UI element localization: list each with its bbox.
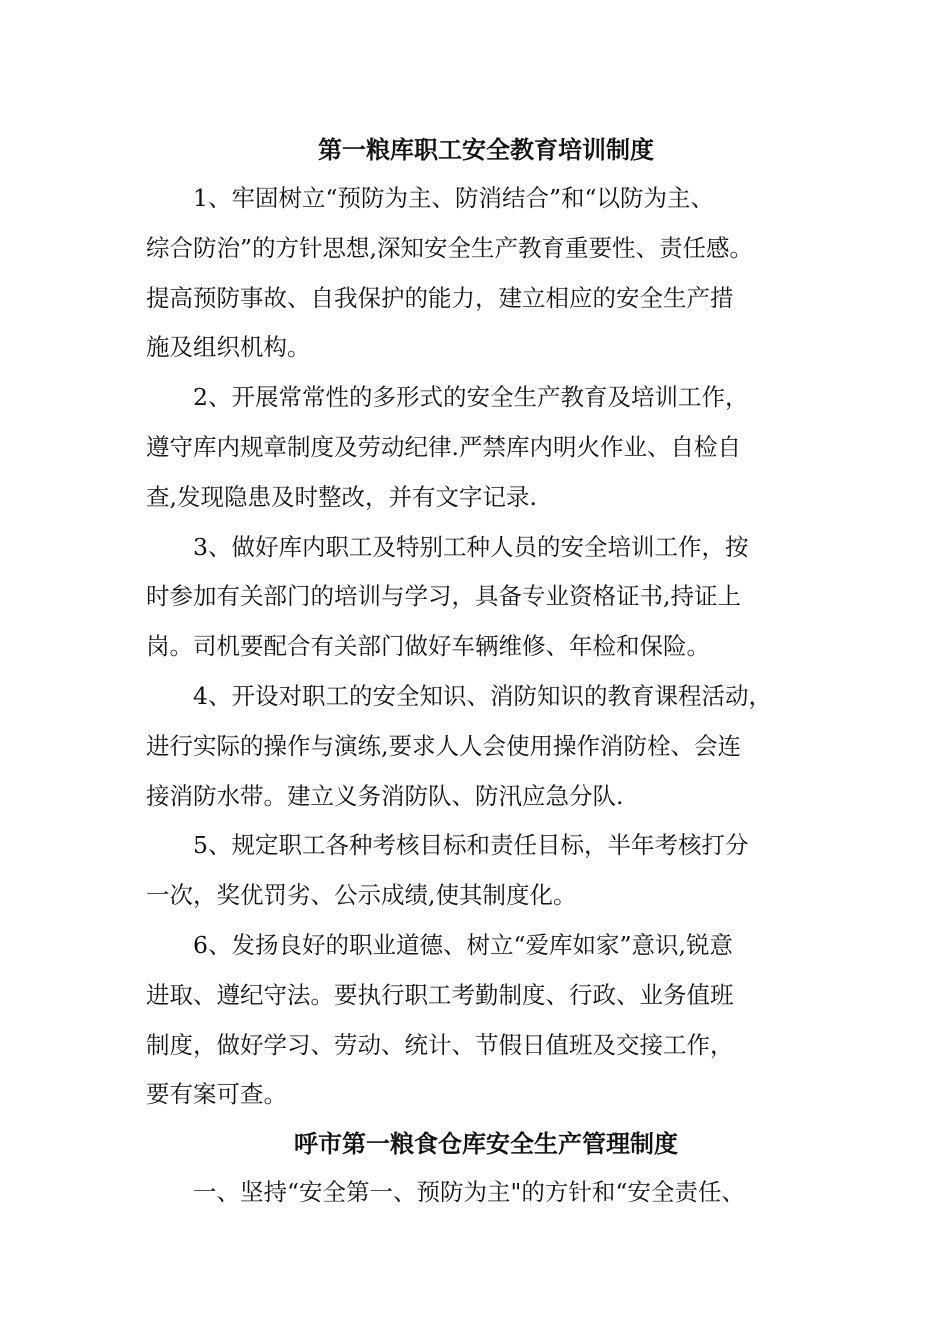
text-line: 1、牢固树立“预防为主、防消结合”和“以防为主、 xyxy=(193,184,714,212)
text-line: 施及组织机构。 xyxy=(146,333,311,362)
text-line: 4、开设对职工的安全知识、消防知识的教育课程活动， xyxy=(193,681,772,710)
document-title: 第一粮库职工安全教育培训制度 xyxy=(318,135,654,164)
text-line: 综合防治”的方针思想,深知安全生产教育重要性、责任感。 xyxy=(146,233,753,262)
document-page xyxy=(146,126,826,1218)
paragraph-7 xyxy=(146,1168,826,1218)
text-line: 3、做好库内职工及特别工种人员的安全培训工作，按 xyxy=(193,532,749,561)
text-line: 岗。司机要配合有关部门做好车辆维修、年检和保险。 xyxy=(146,632,710,661)
text-line: 2、开展常常性的多形式的安全生产教育及培训工作， xyxy=(193,383,749,412)
paragraph-2 xyxy=(146,373,826,522)
text-line: 提高预防事故、自我保护的能力，建立相应的安全生产措 xyxy=(146,283,734,312)
text-line: 进行实际的操作与演练,要求人人会使用操作消防栓、会连 xyxy=(146,731,741,760)
text-line: 6、发扬良好的职业道德、树立“爱库如家”意识,锐意 xyxy=(193,930,733,959)
paragraph-5 xyxy=(146,821,826,921)
text-line: 接消防水带。建立义务消防队、防汛应急分队. xyxy=(146,781,624,810)
paragraph-1 xyxy=(146,174,826,373)
text-line: 一、坚持“安全第一、预防为主"的方针和“安全责任、 xyxy=(193,1178,745,1207)
paragraph-4 xyxy=(146,672,826,821)
paragraph-3 xyxy=(146,523,826,672)
section-title: 呼市第一粮食仓库安全生产管理制度 xyxy=(294,1129,678,1159)
text-line: 查,发现隐患及时整改，并有文字记录. xyxy=(146,482,537,511)
text-line: 时参加有关部门的培训与学习，具备专业资格证书,持证上 xyxy=(146,582,741,611)
text-line: 5、规定职工各种考核目标和责任目标，半年考核打分 xyxy=(193,831,749,860)
paragraph-6 xyxy=(146,921,826,1120)
text-line: 遵守库内规章制度及劳动纪律.严禁库内明火作业、自检自 xyxy=(146,432,741,461)
text-line: 一次，奖优罚劣、公示成绩,使其制度化。 xyxy=(146,881,577,910)
text-line: 制度，做好学习、劳动、统计、节假日值班及交接工作， xyxy=(146,1030,734,1059)
text-line: 要有案可查。 xyxy=(146,1080,287,1109)
text-line: 进取、遵纪守法。要执行职工考勤制度、行政、业务值班 xyxy=(146,980,734,1009)
